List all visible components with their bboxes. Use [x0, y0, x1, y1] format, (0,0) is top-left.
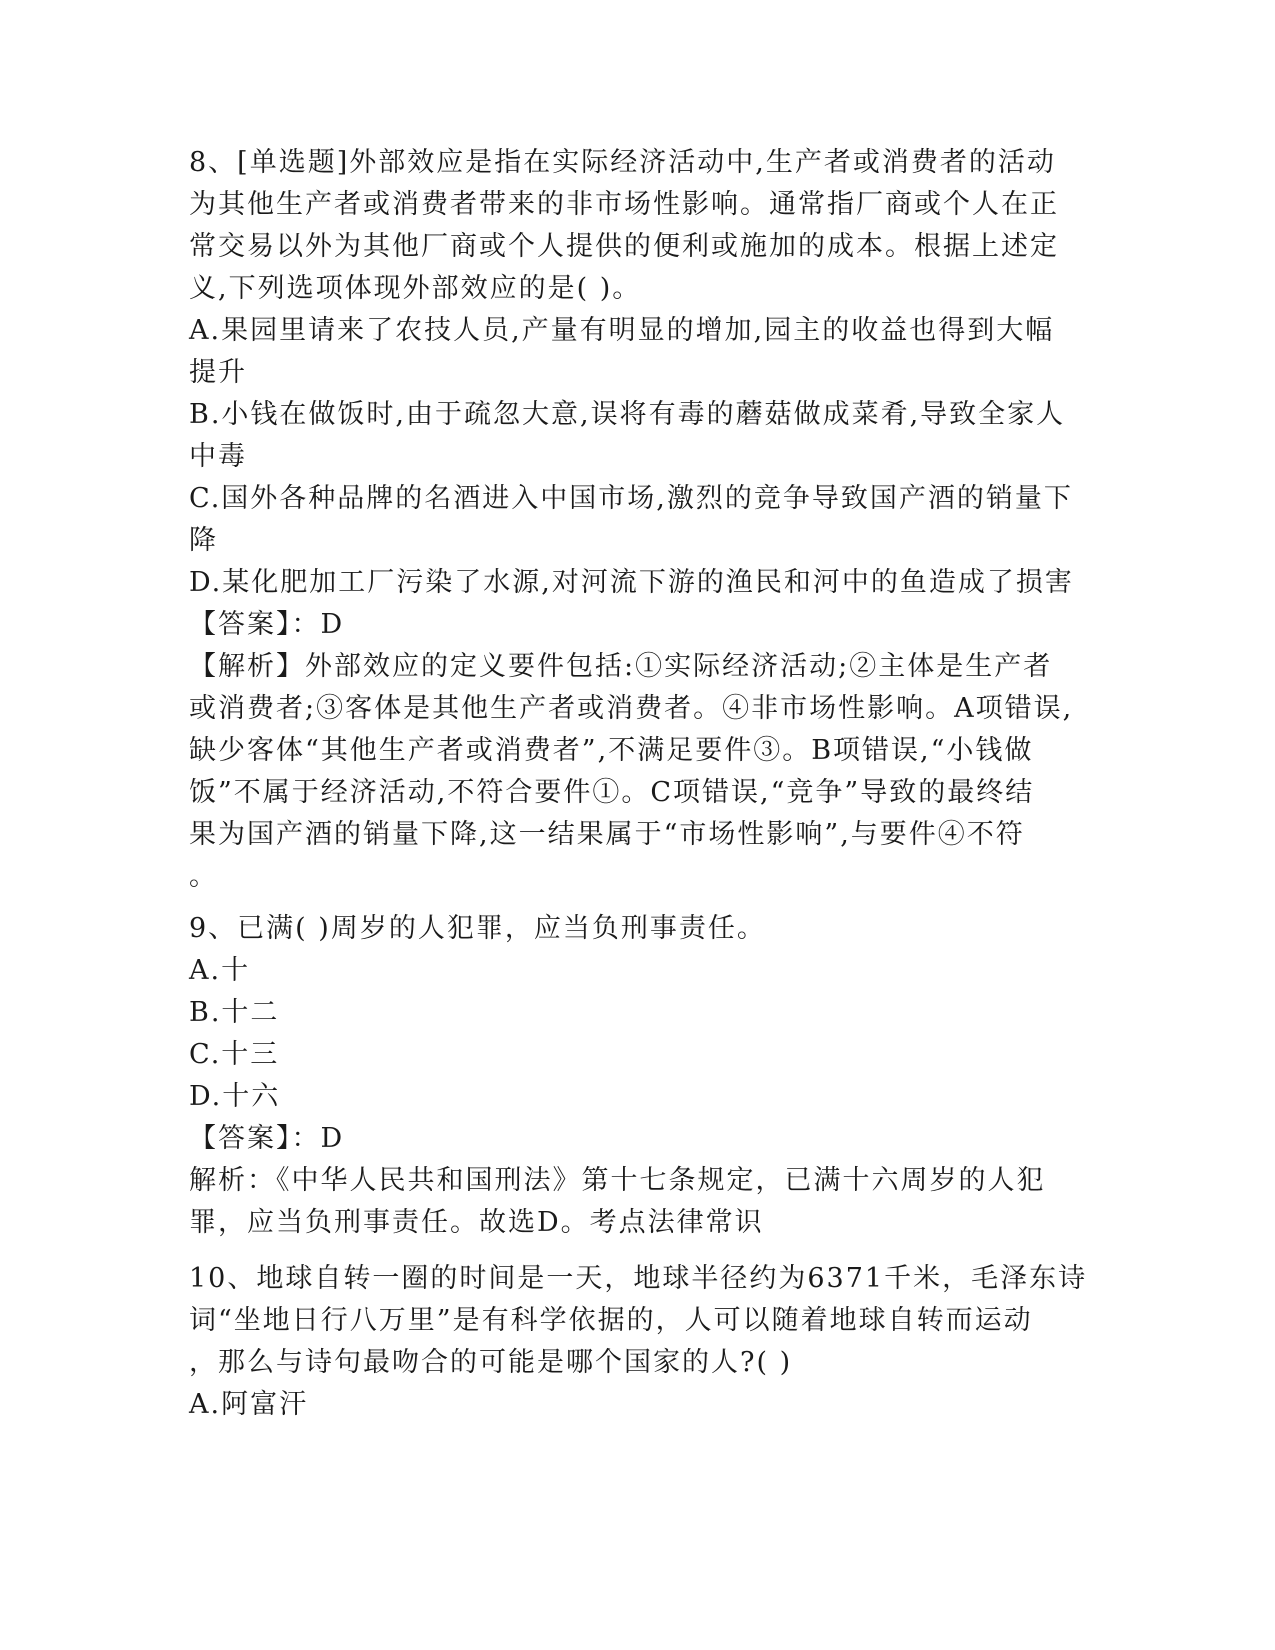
q8-analysis-line: 或消费者;③客体是其他生产者或消费者。④非市场性影响。A项错误, — [189, 693, 1074, 724]
q8-analysis-line: 饭”不属于经济活动,不符合要件①。C项错误,“竞争”导致的最终结 — [189, 777, 1035, 808]
q8-stem-line: 8、[单选题]外部效应是指在实际经济活动中,生产者或消费者的活动 — [189, 147, 1056, 178]
q10-stem-line: 词“坐地日行八万里”是有科学依据的，人可以随着地球自转而运动 — [189, 1305, 1033, 1336]
q8-option-c: C.国外各种品牌的名酒进入中国市场,激烈的竞争导致国产酒的销量下 — [189, 483, 1073, 514]
q8-stem-line: 义,下列选项体现外部效应的是( )。 — [189, 273, 642, 304]
q9-analysis-line: 罪，应当负刑事责任。故选D。考点法律常识 — [189, 1207, 764, 1238]
q8-option-a-cont: 提升 — [189, 357, 247, 388]
q8-stem-line: 常交易以外为其他厂商或个人提供的便利或施加的成本。根据上述定 — [189, 231, 1059, 262]
q8-option-d: D.某化肥加工厂污染了水源,对河流下游的渔民和河中的鱼造成了损害 — [189, 567, 1074, 598]
q8-option-c-cont: 降 — [189, 525, 218, 556]
q8-stem-line: 为其他生产者或消费者带来的非市场性影响。通常指厂商或个人在正 — [189, 189, 1059, 220]
q9-option-d: D.十六 — [189, 1081, 281, 1112]
q8-analysis-line: 【解析】外部效应的定义要件包括:①实际经济活动;②主体是生产者 — [189, 651, 1053, 682]
q8-option-b: B.小钱在做饭时,由于疏忽大意,误将有毒的蘑菇做成菜肴,导致全家人 — [189, 399, 1066, 430]
q9-stem: 9、已满( )周岁的人犯罪，应当负刑事责任。 — [189, 913, 766, 944]
q10-stem-line: ，那么与诗句最吻合的可能是哪个国家的人?( ) — [189, 1347, 793, 1378]
q8-option-b-cont: 中毒 — [189, 441, 247, 472]
q10-stem-line: 10、地球自转一圈的时间是一天，地球半径约为6371千米，毛泽东诗 — [189, 1263, 1088, 1294]
q9-option-c: C.十三 — [189, 1039, 280, 1070]
q8-analysis-line: 果为国产酒的销量下降,这一结果属于“市场性影响”,与要件④不符 — [189, 819, 1025, 850]
q9-option-a: A.十 — [189, 955, 251, 986]
q8-analysis-line: 。 — [189, 861, 218, 892]
q9-answer: 【答案】：D — [189, 1123, 345, 1154]
q8-option-a: A.果园里请来了农技人员,产量有明显的增加,园主的收益也得到大幅 — [189, 315, 1055, 346]
q10-option-a: A.阿富汗 — [189, 1389, 309, 1420]
q9-option-b: B.十二 — [189, 997, 280, 1028]
q8-answer: 【答案】：D — [189, 609, 345, 640]
q9-analysis-line: 解析：《中华人民共和国刑法》第十七条规定，已满十六周岁的人犯 — [189, 1165, 1046, 1196]
q8-analysis-line: 缺少客体“其他生产者或消费者”,不满足要件③。B项错误,“小钱做 — [189, 735, 1034, 766]
